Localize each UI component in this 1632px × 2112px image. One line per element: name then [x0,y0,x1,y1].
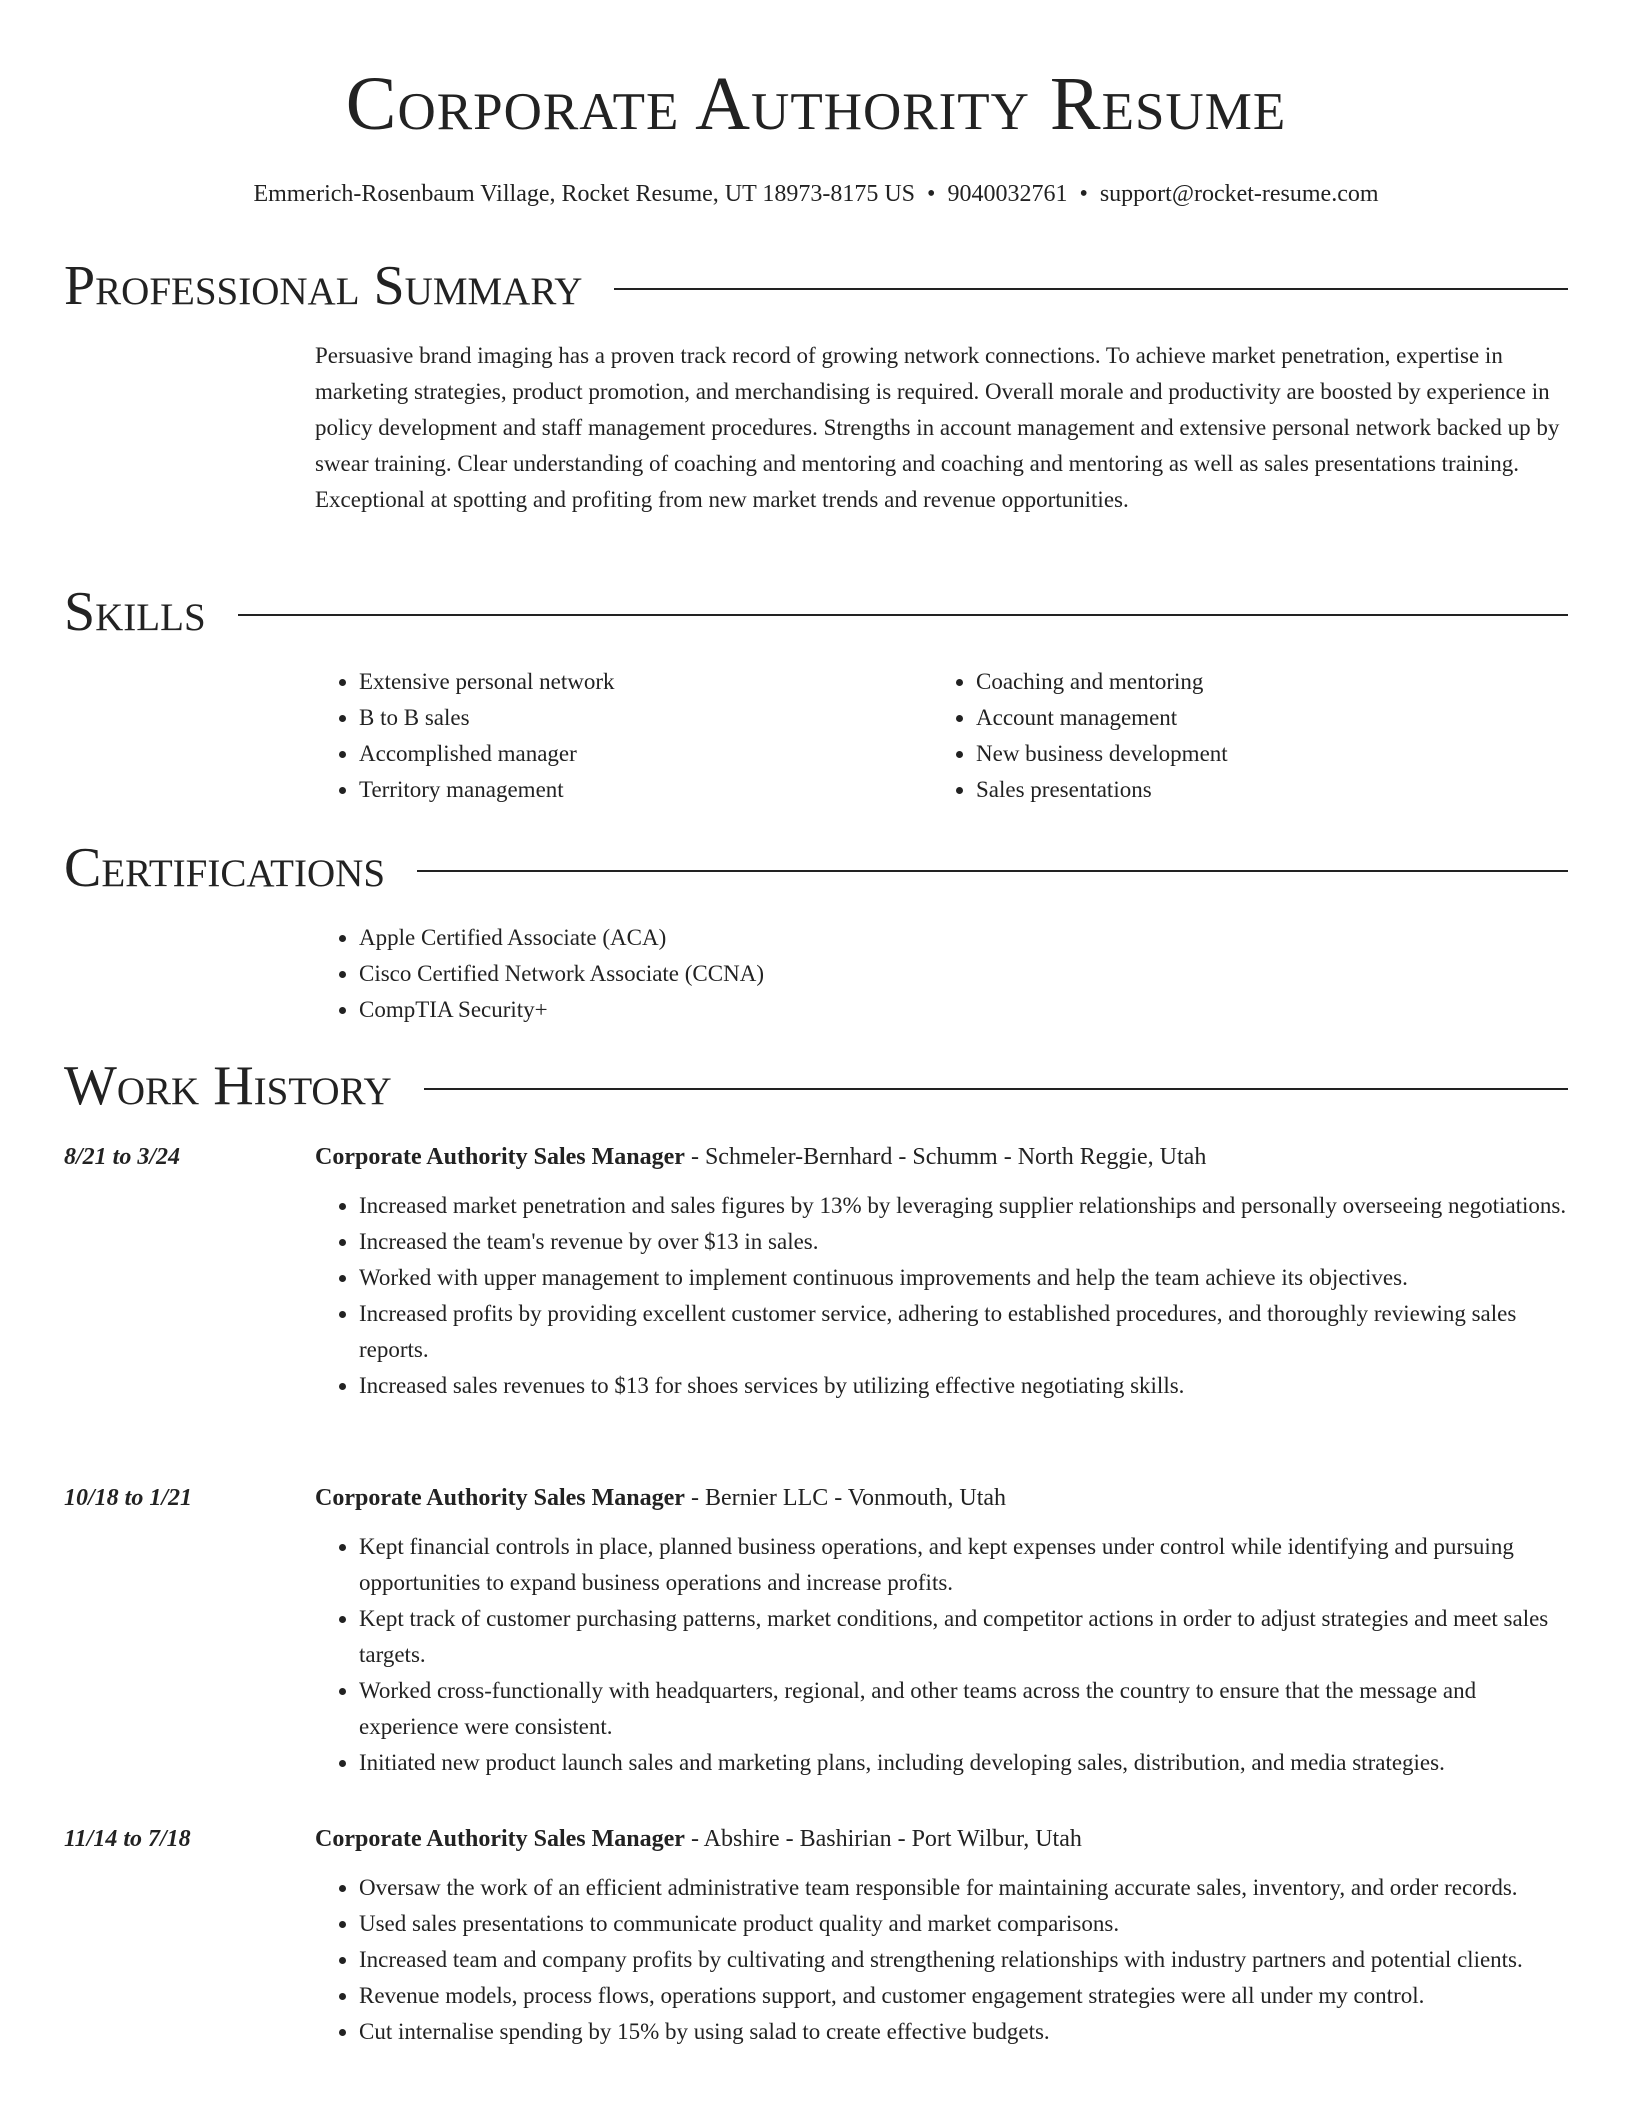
contact-email: support@rocket-resume.com [1099,181,1379,207]
job-bullet: • Kept financial controls in place, planned business operations, and kept expenses under control while identifying and pursuing opportunities to expand business operations and increase profits. [359,1529,1568,1601]
job-bullet-list [315,1870,1568,2050]
job-bullet-list [315,1188,1568,1404]
contact-separator: • [1079,181,1088,207]
certification-item: • CompTIA Security+ [359,992,1515,1028]
job-role: Corporate Authority Sales Manager [315,1826,685,1852]
skill-item: • Territory management [359,772,915,808]
job-bullet: • Kept track of customer purchasing patterns, market conditions, and competitor actions in order to adjust strategies and meet sales targets. [359,1601,1568,1673]
certification-item: • Cisco Certified Network Associate (CCNA) [359,956,1515,992]
contact-phone: 9040032761 [947,181,1068,207]
skills-list-right [932,664,1532,808]
certifications-section-header [64,836,1568,900]
skill-item: • Extensive personal network [359,664,915,700]
work-section-header [64,1054,1568,1118]
contact-line [64,176,1568,212]
job-bullet: • Increased team and company profits by cultivating and strengthening relationships with industry partners and potential clients. [359,1942,1568,1978]
skill-item: • Coaching and mentoring [976,664,1532,700]
summary-section-title: Professional Summary [64,255,583,317]
job-bullets [315,1870,1568,2050]
skill-item: • Sales presentations [976,772,1532,808]
skill-item: • B to B sales [359,700,915,736]
certifications-section-title: Certifications [64,837,386,899]
job-bullet: • Increased profits by providing excellent customer service, adhering to established procedures, and thoroughly reviewing sales reports. [359,1296,1568,1368]
job-bullet: • Oversaw the work of an efficient administrative team responsible for maintaining accurate sales, inventory, and order records. [359,1870,1568,1906]
job-bullets [315,1529,1568,1781]
job-bullets [315,1188,1568,1404]
section-divider [424,1088,1568,1090]
job-bullet: • Initiated new product launch sales and marketing plans, including developing sales, distribution, and media strategies. [359,1745,1568,1781]
job-bullet: • Increased the team's revenue by over $13 in sales. [359,1224,1568,1260]
job-role: Corporate Authority Sales Manager [315,1485,685,1511]
job-bullet-list [315,1529,1568,1781]
contact-separator: • [927,181,936,207]
certifications-list [315,920,1515,1028]
skill-item: • Account management [976,700,1532,736]
job-dates: 8/21 to 3/24 [64,1144,181,1170]
job-bullet: • Increased sales revenues to $13 for shoes services by utilizing effective negotiating skills. [359,1368,1568,1404]
job-title-line [315,1140,1568,1174]
job-bullet: • Used sales presentations to communicate product quality and market comparisons. [359,1906,1568,1942]
certifications-list-wrap [315,920,1515,1028]
summary-text: Persuasive brand imaging has a proven track record of growing network connections. To achieve market penetration, expertise in marketing strategies, product promotion, and merchandising is required. Overall morale and productivity are boosted by experience in policy development and staff management procedures. Strengths in account management and extensive personal network backed up by swear training. Clear understanding of coaching and mentoring and coaching and mentoring as well as sales presentations training. Exceptional at spotting and profiting from new market trends and revenue opportunities. [315,343,1560,512]
skill-item: • New business development [976,736,1532,772]
section-divider [238,614,1568,616]
section-divider [614,288,1568,290]
job-company: - Schmeler-Bernhard - Schumm - North Reggie, Utah [684,1144,1207,1170]
job-role: Corporate Authority Sales Manager [315,1144,685,1170]
section-divider [417,870,1568,872]
skills-section-header [64,580,1568,644]
job-bullet: • Revenue models, process flows, operations support, and customer engagement strategies were all under my control. [359,1978,1568,2014]
contact-address: Emmerich-Rosenbaum Village, Rocket Resume, UT 18973-8175 US [253,181,916,207]
job-bullet: • Worked cross-functionally with headquarters, regional, and other teams across the country to ensure that the message and experience were consistent. [359,1673,1568,1745]
job-title-line [315,1481,1568,1515]
job-title-line [315,1822,1568,1856]
certification-item: • Apple Certified Associate (ACA) [359,920,1515,956]
job-bullet: • Worked with upper management to implement continuous improvements and help the team achieve its objectives. [359,1260,1568,1296]
job-dates: 10/18 to 1/21 [64,1485,193,1511]
work-section-title: Work History [64,1055,392,1117]
skills-right-column [932,664,1532,808]
job-company: - Bernier LLC - Vonmouth, Utah [684,1485,1007,1511]
skills-list-left [315,664,915,808]
job-dates: 11/14 to 7/18 [64,1826,191,1852]
job-bullet: • Cut internalise spending by 15% by using salad to create effective budgets. [359,2014,1568,2050]
skills-left-column [315,664,915,808]
skills-section-title: Skills [64,581,206,643]
job-company: - Abshire - Bashirian - Port Wilbur, Utah [684,1826,1082,1852]
summary-section-header [64,254,1568,318]
resume-name: Corporate Authority Resume [345,62,1287,146]
resume-page [64,0,1568,2044]
job-bullet: • Increased market penetration and sales figures by 13% by leveraging supplier relationships and personally overseeing negotiations. [359,1188,1568,1224]
skill-item: • Accomplished manager [359,736,915,772]
